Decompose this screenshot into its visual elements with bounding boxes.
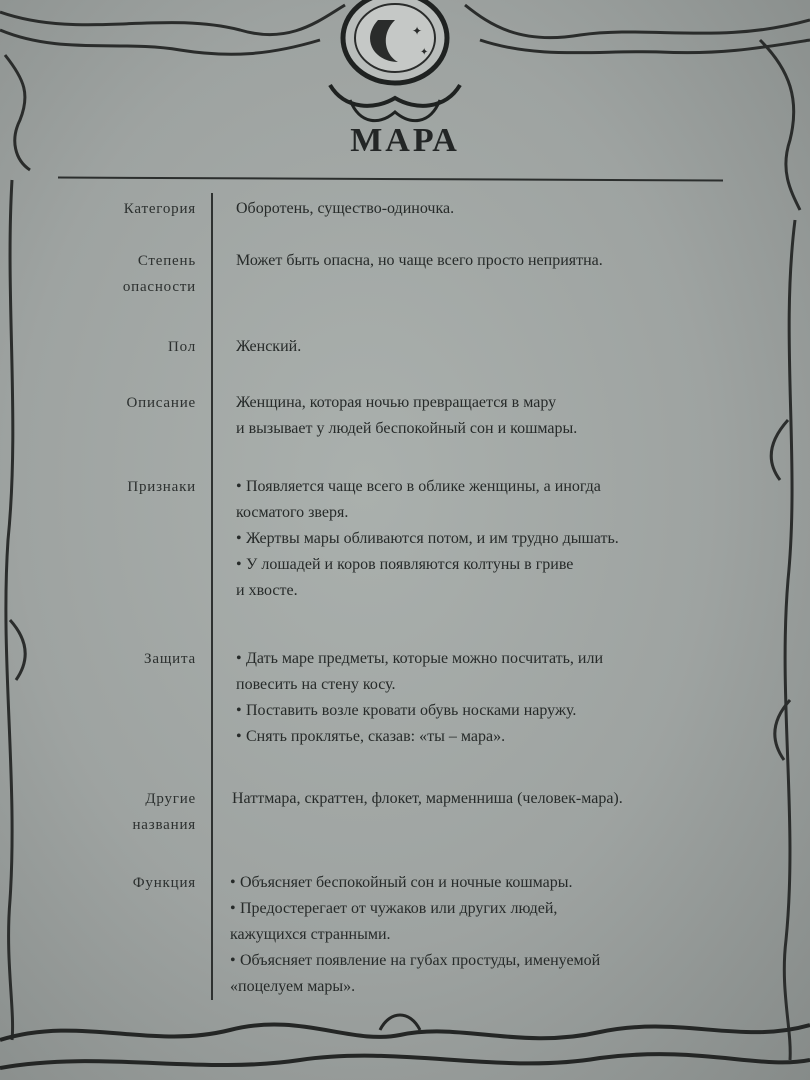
row-label-function: Функция xyxy=(132,875,196,891)
bullet-icon: • xyxy=(236,556,242,573)
row-label-signs: Признаки xyxy=(127,479,196,495)
moon-medallion-icon xyxy=(330,0,460,121)
list-item: • Объясняет беспокойный сон и ночные кошмары. xyxy=(230,870,760,896)
bullet-icon: • xyxy=(236,728,242,745)
bullet-icon: • xyxy=(230,900,236,917)
list-item: • Появляется чаще всего в облике женщины, а иногда xyxy=(236,474,766,500)
bullet-icon: • xyxy=(236,702,242,719)
bullet-icon: • xyxy=(236,650,242,667)
row-value-other-names: Наттмара, скраттен, флокет, марменниша (человек-мара). xyxy=(232,790,623,807)
bullet-icon: • xyxy=(236,478,242,495)
list-item: • Снять проклятье, сказав: «ты – мара». xyxy=(236,724,766,750)
row-label-category: Категория xyxy=(123,201,196,217)
svg-text:✦: ✦ xyxy=(420,47,429,58)
row-value-category: Оборотень, существо-одиночка. xyxy=(236,200,455,217)
page-title: МАРА xyxy=(350,122,460,159)
row-label-other-names: Другие названия xyxy=(132,791,196,833)
row-value-signs: • Появляется чаще всего в облике женщины, а иногда косматого зверя. • Жертвы мары обливаются потом, и им трудно дышать. • У лошадей и коров появляются колтуны в гриве и хвосте. xyxy=(236,474,766,604)
row-value-description: Женщина, которая ночью превращается в мару и вызывает у людей беспокойный сон и кошмары. xyxy=(236,394,578,437)
list-item: • Дать маре предметы, которые можно посчитать, или xyxy=(236,646,766,672)
row-label-protection: Защита xyxy=(144,651,196,667)
list-item: • Объясняет появление на губах простуды, именуемой xyxy=(230,948,760,974)
row-value-gender: Женский. xyxy=(236,338,302,355)
row-value-danger: Может быть опасна, но чаще всего просто неприятна. xyxy=(236,252,603,269)
bullet-icon: • xyxy=(230,874,236,891)
list-item: • Предостерегает от чужаков или других людей, xyxy=(230,896,760,922)
row-label-description: Описание xyxy=(126,395,196,411)
row-label-gender: Пол xyxy=(167,339,196,355)
bullet-icon: • xyxy=(230,952,236,969)
row-value-protection: • Дать маре предметы, которые можно посчитать, или повесить на стену косу. • Поставить возле кровати обувь носками наружу. • Снять проклятье, сказав: «ты – мара». xyxy=(236,646,766,750)
bullet-icon: • xyxy=(236,530,242,547)
list-item: • У лошадей и коров появляются колтуны в гриве xyxy=(236,552,766,578)
list-item: • Жертвы мары обливаются потом, и им трудно дышать. xyxy=(236,526,766,552)
row-label-danger: Степень опасности xyxy=(122,253,196,295)
column-divider xyxy=(211,193,213,1000)
list-item: • Поставить возле кровати обувь носками наружу. xyxy=(236,698,766,724)
row-value-function: • Объясняет беспокойный сон и ночные кошмары. • Предостерегает от чужаков или других людей, кажущихся странными. • Объясняет появление на губах простуды, именуемой «поцелуем мары». xyxy=(230,870,760,1000)
svg-text:✦: ✦ xyxy=(412,24,423,38)
